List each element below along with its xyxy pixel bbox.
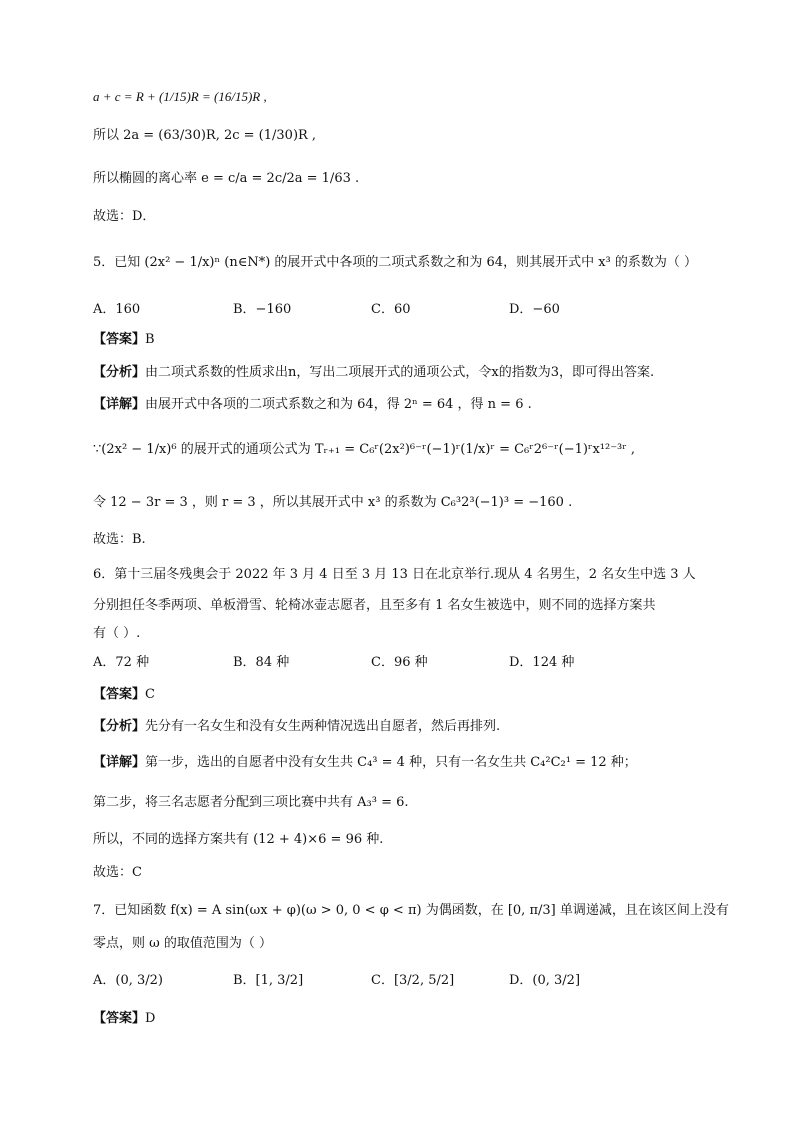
question-7-options — [93, 972, 734, 992]
answer-tag: 【答案】 — [93, 1011, 146, 1026]
solution-line: 第二步，将三名志愿者分配到三项比赛中共有 A₃³ = 6. — [93, 795, 409, 810]
question-5-analysis — [93, 364, 734, 382]
solution-line: 故选：C — [93, 865, 142, 880]
analysis-text: 先分有一名女生和没有女生两种情况选出自愿者，然后再排列. — [145, 719, 501, 734]
option-c: C．60 — [371, 302, 411, 317]
option-d: D．(0, 3/2] — [509, 973, 581, 988]
question-6-stem: 分别担任冬季两项、单板滑雪、轮椅冰壶志愿者，且至多有 1 名女生被选中，则不同的选择方案共 — [93, 598, 656, 613]
analysis-tag: 【分析】 — [93, 719, 146, 734]
option-a: A．160 — [93, 302, 141, 317]
option-a: A．(0, 3/2) — [93, 973, 163, 988]
solution-line: 所以，不同的选择方案共有 (12 + 4)×6 = 96 种. — [93, 832, 384, 847]
question-6-analysis — [93, 718, 734, 736]
analysis-text: 由二项式系数的性质求出n，写出二项展开式的通项公式，令x的指数为3，即可得出答案. — [145, 365, 655, 380]
answer-tag: 【答案】 — [93, 332, 146, 347]
question-5-answer — [93, 331, 734, 349]
question-7-stem: 零点，则 ω 的取值范围为（ ） — [93, 936, 272, 951]
answer-value: C — [145, 687, 155, 702]
question-6-answer — [93, 686, 734, 704]
detail-text: 第一步，选出的自愿者中没有女生共 C₄³ = 4 种，只有一名女生共 C₄²C₂¹ = 12 种； — [145, 755, 637, 770]
question-5-options — [93, 301, 734, 321]
option-d: D．124 种 — [509, 655, 575, 670]
detail-text: 由展开式中各项的二项式系数之和为 64，得 2ⁿ = 64 ，得 n = 6 . — [145, 397, 532, 412]
solution-line: ∵(2x² − 1/x)⁶ 的展开式的通项公式为 Tᵣ₊₁ = C₆ʳ(2x²)⁶⁻ʳ(−1)ʳ(1/x)ʳ = C₆ʳ2⁶⁻ʳ(−1)ʳx¹²⁻³ʳ , — [93, 442, 636, 457]
option-b: B．−160 — [233, 302, 292, 317]
solution-line: 故选：D． — [93, 209, 156, 224]
question-6-stem: 6．第十三届冬残奥会于 2022 年 3 月 4 日至 3 月 13 日在北京举行.现从 4 名男生，2 名女生中选 3 人 — [93, 567, 696, 582]
option-b: B．[1, 3/2] — [233, 973, 304, 988]
answer-tag: 【答案】 — [93, 687, 146, 702]
answer-value: B — [145, 332, 155, 347]
option-c: C．96 种 — [371, 655, 428, 670]
option-a: A．72 种 — [93, 655, 150, 670]
option-c: C．[3/2, 5/2] — [371, 973, 455, 988]
solution-line: 故选：B. — [93, 532, 146, 547]
option-b: B．84 种 — [233, 655, 290, 670]
detail-tag: 【详解】 — [93, 755, 146, 770]
question-7-answer — [93, 1010, 734, 1028]
solution-line: 所以 2a = (63/30)R, 2c = (1/30)R , — [93, 128, 317, 143]
question-6-detail — [93, 754, 734, 772]
question-7-stem: 7．已知函数 f(x) = A sin(ωx + φ)(ω > 0, 0 < φ < π) 为偶函数，在 [0, π/3] 单调递减，且在该区间上没有 — [93, 903, 729, 918]
question-6-stem: 有（ ）. — [93, 626, 141, 641]
answer-value: D — [145, 1011, 156, 1026]
solution-line: a + c = R + (1/15)R = (16/15)R , — [93, 89, 267, 104]
option-d: D．−60 — [509, 302, 560, 317]
question-6-options — [93, 654, 734, 674]
analysis-tag: 【分析】 — [93, 365, 146, 380]
solution-line: 所以椭圆的离心率 e = c/a = 2c/2a = 1/63 . — [93, 171, 360, 186]
question-5-stem: 5．已知 (2x² − 1/x)ⁿ (n∈N*) 的展开式中各项的二项式系数之和为 64，则其展开式中 x³ 的系数为（ ） — [93, 255, 698, 270]
solution-line: 令 12 − 3r = 3 ，则 r = 3 ，所以其展开式中 x³ 的系数为 C₆³2³(−1)³ = −160 . — [93, 495, 573, 510]
question-5-detail — [93, 396, 734, 414]
detail-tag: 【详解】 — [93, 397, 146, 412]
